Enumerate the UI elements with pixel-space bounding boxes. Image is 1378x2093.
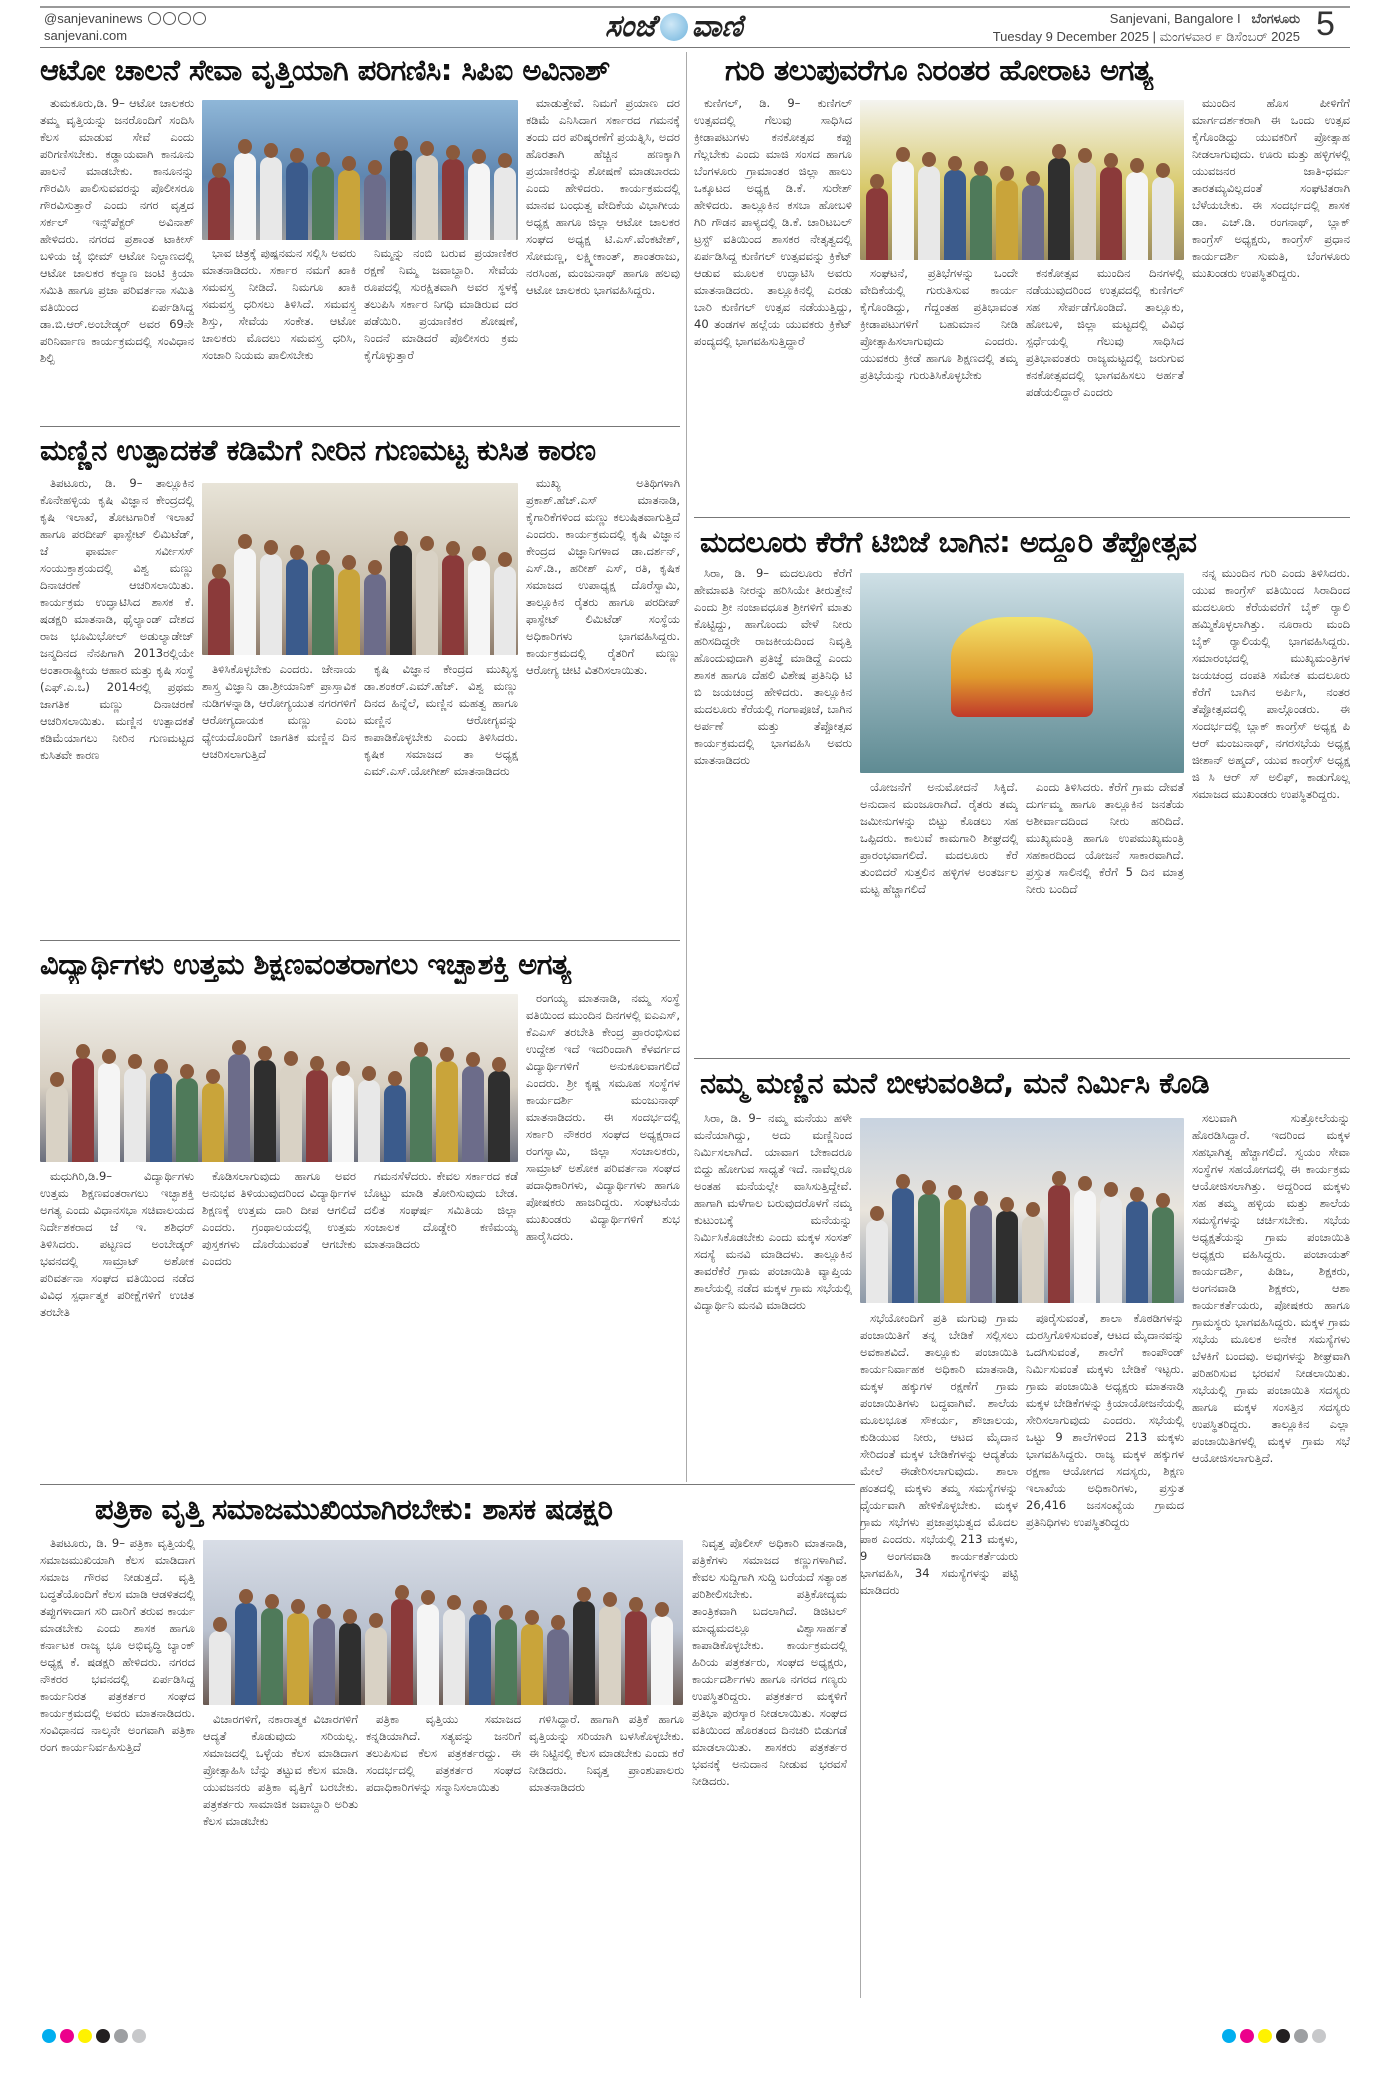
person-figure <box>98 1063 120 1162</box>
news-photo[interactable] <box>202 483 518 655</box>
article-column: ತುಮಕೂರು,ಡಿ. 9– ಆಟೋ ಚಾಲಕರು ತಮ್ಮ ವೃತ್ತಿಯನ್ನು ಜನರೊಂದಿಗೆ ಸಂದಿಸಿ ಕೆಲಸ ಮಾಡುವ ಸೇವೆ ಎಂದು ಪರಿಗಣಿಸಬೇಕು. ಕಡ್ಡಾಯವಾಗಿ ಕಾನೂನು ಪಾಲನೆ ಮಾಡಬೇಕು. ಕಾನೂನನ್ನು ಗೌರವಿಸಿ ಪಾಲಿಸುವವರನ್ನು ಪೊಲೀಸರೂ ಗೌರವಿಸುತ್ತಾರೆ ಎಂದು ನಗರ ವೃತ್ತದ ಸರ್ಕಲ್ ಇನ್ಸ್‌ಪೆಕ್ಟರ್ ಅವಿನಾಶ್ ಹೇಳಿದರು. ನಗರದ ಪ್ರಶಾಂತ ಟಾಕೀಸ್ ಬಳಿಯ ಜೈ ಭೀಮ್ ಆಟೋ ನಿಲ್ದಾಣದಲ್ಲಿ ಆಟೋ ಚಾಲಕರ ಕಲ್ಯಾಣ ಜಂಟಿ ಕ್ರಿಯಾ ಸಮಿತಿ ಹಾಗೂ ಪ್ರಜಾ ಪರಿವರ್ತನಾ ಸಮಿತಿ ವತಿಯಿಂದ ಏರ್ಪಡಿಸಿದ್ದ ಡಾ.ಬಿ.ಆರ್.ಅಂಬೇಡ್ಕರ್ ಅವರ 69ನೇ ಪರಿನಿರ್ವಾಣ ಕಾರ್ಯಕ್ರಮದಲ್ಲಿ ಸಂವಿಧಾನ ಶಿಲ್ಪಿ <box>40 96 194 365</box>
person-figure <box>234 153 256 240</box>
youtube-icon[interactable] <box>178 12 191 25</box>
article-column: ಮುಖ್ಯ ಅತಿಥಿಗಳಾಗಿ ಪ್ರಕಾಶ್.ಹೆಚ್.ಎಸ್ ಮಾತನಾಡಿ, ಕೈಗಾರಿಕೆಗಳಿಂದ ಮಣ್ಣು ಕಲುಷಿತವಾಗುತ್ತಿದೆ ಎಂದರು. ಕಾರ್ಯಕ್ರಮದಲ್ಲಿ ಕೃಷಿ ವಿಜ್ಞಾನ ಕೇಂದ್ರದ ವಿಜ್ಞಾನಿಗಳಾದ ಡಾ.ದರ್ಶನ್, ಎಸ್.ಡಿ., ಹರೀಶ್ ಎಸ್, ರತಿ, ಕೃಷಿಕ ಸಮಾಜದ ಉಪಾಧ್ಯಕ್ಷ ದೊರೆಸ್ವಾಮಿ, ತಾಲ್ಲೂಕಿನ ರೈತರು ಹಾಗೂ ಪರದೀಪ್ ಫಾಸ್ಫೇಟ್ ಲಿಮಿಟೆಡ್ ಸಂಸ್ಥೆಯ ಅಧಿಕಾರಿಗಳು ಭಾಗವಹಿಸಿದ್ದರು. ಕಾರ್ಯಕ್ರಮದಲ್ಲಿ ರೈತರಿಗೆ ಮಣ್ಣು ಆರೋಗ್ಯ ಚೀಟಿ ವಿತರಿಸಲಾಯಿತು. <box>526 476 680 677</box>
article-column: ಕುಣಿಗಲ್, ಡಿ. 9– ಕುಣಿಗಲ್ ಉತ್ಸವದಲ್ಲಿ ಗೆಲುವು ಸಾಧಿಸಿದ ಕ್ರೀಡಾಪಟುಗಳು ಕನಕೋತ್ಸವ ಕಪ್ಪು ಗೆಲ್ಲಬೇಕು ಎಂದು ಮಾಜಿ ಸಂಸದ ಹಾಗೂ ಬೆಂಗಳೂರು ಗ್ರಾಮಾಂತರ ಜಿಲ್ಲಾ ಹಾಲು ಒಕ್ಕೂಟದ ಅಧ್ಯಕ್ಷ ಡಿ.ಕೆ. ಸುರೇಶ್ ಹೇಳಿದರು. ತಾಲ್ಲೂಕಿನ ಕಸಬಾ ಹೋಬಳಿ ಗಿರಿ ಗೌಡನ ಪಾಳ್ಯದಲ್ಲಿ ಡಿ.ಕೆ. ಚಾರಿಟಬಲ್ ಟ್ರಸ್ಟ್ ವತಿಯಿಂದ ಶಾಸಕರ ನೇತೃತ್ವದಲ್ಲಿ ಏರ್ಪಡಿಸಿದ್ದ ಕುಣಿಗಲ್ ಉತ್ಸವವನ್ನು ಕ್ರಿಕೆಟ್ ಆಡುವ ಮೂಲಕ ಉದ್ಘಾಟಿಸಿ ಅವರು ಮಾತನಾಡಿದರು. ತಾಲ್ಲೂಕಿನಲ್ಲಿ ಎರಡು ಬಾರಿ ಕುಣಿಗಲ್ ಉತ್ಸವ ನಡೆಯುತ್ತಿದ್ದು, 40 ತಂಡಗಳ ಹಲ್ಲೆಯ ಯುವಕರು ಕ್ರಿಕೆಟ್ ಪಂದ್ಯದಲ್ಲಿ ಭಾಗವಹಿಸುತ್ತಿದ್ದಾರೆ <box>694 96 852 348</box>
person-figure <box>176 1078 198 1162</box>
person-figure <box>468 163 490 240</box>
person-figure <box>1022 185 1044 260</box>
column-divider <box>686 52 687 1482</box>
person-figure <box>260 157 282 240</box>
twitter-icon[interactable] <box>193 12 206 25</box>
article-column: ನಿಮ್ಮನ್ನು ನಂಬಿ ಬರುವ ಪ್ರಯಾಣಿಕರ ರಕ್ಷಣೆ ನಿಮ್ಮ ಜವಾಬ್ದಾರಿ. ಸೇವೆಯ ರೂಪದಲ್ಲಿ ಸುರಕ್ಷಿತವಾಗಿ ಅವರ ಸ್ಥಳಕ್ಕೆ ತಲುಪಿಸಿ ಸರ್ಕಾರ ನಿಗಧಿ ಮಾಡಿರುವ ದರ ಪಡೆಯಿರಿ. ಪ್ರಯಾಣಿಕರ ಶೋಷಣೆ, ನಿಂದನೆ ಮಾಡಿದರೆ ಪೊಲೀಸರು ಕ್ರಮ ಕೈಗೊಳ್ಳುತ್ತಾರೆ <box>364 246 518 362</box>
person-figure <box>1152 1207 1174 1303</box>
person-figure <box>384 1085 406 1162</box>
person-figure <box>287 1613 309 1705</box>
person-figure <box>209 1631 231 1705</box>
article-column: ಎಂದು ತಿಳಿಸಿದರು. ಕೆರೆಗೆ ಗ್ರಾಮ ದೇವತೆ ದುರ್ಗಮ್ಮ ಹಾಗೂ ತಾಲ್ಲೂಕಿನ ಜನತೆಯ ಅಶೀರ್ವಾದದಿಂದ ನೀರು ಹರಿದಿದೆ. ಮುಖ್ಯಮಂತ್ರಿ ಹಾಗೂ ಉಪಮುಖ್ಯಮಂತ್ರಿ ಸಹಕಾರದಿಂದ ಯೋಜನೆ ಸಾಕಾರವಾಗಿದೆ. ಪ್ರಸ್ತುತ ಸಾಲಿನಲ್ಲಿ ಕೆರೆಗೆ 5 ದಿನ ಮಾತ್ರ ನೀರು ಬಂದಿದೆ <box>1026 780 1184 896</box>
date-kn: ಮಂಗಳವಾರ ೯ ಡಿಸೆಂಬರ್ 2025 <box>1159 29 1300 44</box>
article-column: ಸಿರಾ, ಡಿ. 9– ಮದಲೂರು ಕೆರೆಗೆ ಹೇಮಾವತಿ ನೀರನ್ನು ಹರಿಸಿಯೇ ತೀರುತ್ತೇನೆ ಎಂದು ಶ್ರೀ ನಂಜಾವಧೂತ ಶ್ರೀಗಳಿಗೆ ಮಾತು ಕೊಟ್ಟಿದ್ದು, ಹಾಗೊಂದು ವೇಳೆ ನೀರು ಹರಿಸದಿದ್ದರೇ ರಾಜಕೀಯದಿಂದ ನಿವೃತ್ತಿ ಹೊಂದುವುದಾಗಿ ಪ್ರತಿಜ್ಞೆ ಮಾಡಿದ್ದೆ ಎಂದು ಶಾಸಕ ಹಾಗೂ ದೆಹಲಿ ವಿಶೇಷ ಪ್ರತಿನಿಧಿ ಟಿ ಬಿ ಜಯಚಂದ್ರ ಹೇಳಿದರು. ತಾಲ್ಲೂಕಿನ ಮದಲೂರು ಕೆರೆಯಲ್ಲಿ ಗಂಗಾಪೂಜೆ, ಬಾಗಿನ ಅರ್ಪಣೆ ಮತ್ತು ತೆಪ್ಪೋತ್ಸವ ಕಾರ್ಯಕ್ರಮದಲ್ಲಿ ಭಾಗವಹಿಸಿ ಅವರು ಮಾತನಾಡಿದರು <box>694 566 852 767</box>
person-figure <box>416 155 438 240</box>
person-figure <box>442 555 464 655</box>
article-column: ಕನಕೋತ್ಸವ ಮುಂದಿನ ದಿನಗಳಲ್ಲಿ ನಡೆಯುವುದರಿಂದ ಉತ್ಸವದಲ್ಲಿ ಕುಣಿಗಲ್ ಸಹ ಸೇರ್ಪಡೆಗೊಂಡಿದೆ. ತಾಲ್ಲೂಕು, ಹೋಬಳಿ, ಜಿಲ್ಲಾ ಮಟ್ಟದಲ್ಲಿ ವಿವಿಧ ಸ್ಪರ್ಧೆಯಲ್ಲಿ ಗೆಲುವು ಸಾಧಿಸಿದ ಪ್ರತಿಭಾವಂತರು ರಾಜ್ಯಮಟ್ಟದಲ್ಲಿ ಜರುಗುವ ಕನಕೋತ್ಸವದಲ್ಲಿ ಭಾಗವಹಿಸಲು ಅರ್ಹತೆ ಪಡೆಯಲಿದ್ದಾರೆ ಎಂದರು <box>1026 266 1184 399</box>
registration-dot <box>1312 2029 1326 2043</box>
person-figure <box>547 1629 569 1705</box>
article-column: ಸಭೆಯೋಂದಿಗೆ ಪ್ರತಿ ಮಗುವು ಗ್ರಾಮ ಪಂಚಾಯಿತಿಗೆ ತನ್ನ ಬೇಡಿಕೆ ಸಲ್ಲಿಸಲು ಅವಕಾಶವಿದೆ. ತಾಲ್ಲೂಕು ಪಂಚಾಯಿತಿ ಕಾರ್ಯನಿರ್ವಾಹಕ ಅಧಿಕಾರಿ ಮಾತನಾಡಿ, ಮಕ್ಕಳ ಹಕ್ಕುಗಳ ರಕ್ಷಣೆಗೆ ಗ್ರಾಮ ಪಂಚಾಯಿತಿಗಳು ಬದ್ಧವಾಗಿವೆ. ಶಾಲೆಯ ಮೂಲಭೂತ ಸೌಕರ್ಯ, ಶೌಚಾಲಯ, ಕುಡಿಯುವ ನೀರು, ಆಟದ ಮೈದಾನ ಸೇರಿದಂತೆ ಮಕ್ಕಳ ಬೇಡಿಕೆಗಳನ್ನು ಆದ್ಯತೆಯ ಮೇಲೆ ಈಡೇರಿಸಲಾಗುವುದು. ಶಾಲಾ ಹಂತದಲ್ಲಿ ಮಕ್ಕಳು ತಮ್ಮ ಸಮಸ್ಯೆಗಳನ್ನು ಧೈರ್ಯವಾಗಿ ಹೇಳಿಕೊಳ್ಳಬೇಕು. ಮಕ್ಕಳ ಗ್ರಾಮ ಸಭೆಗಳು ಪ್ರಜಾಪ್ರಭುತ್ವದ ಮೊದಲ ಪಾಠ ಎಂದರು. ಸಭೆಯಲ್ಲಿ 213 ಮಕ್ಕಳು, 9 ಅಂಗನವಾಡಿ ಕಾರ್ಯಕರ್ತೆಯರು ಭಾಗವಹಿಸಿ, 34 ಸಮಸ್ಯೆಗಳನ್ನು ಪಟ್ಟಿ ಮಾಡಿದರು <box>860 1311 1018 1597</box>
article-column: ಯೋಜನೆಗೆ ಅನುಮೋದನೆ ಸಿಕ್ಕಿದೆ. ಅನುದಾನ ಮಂಜೂರಾಗಿದೆ. ರೈತರು ತಮ್ಮ ಜಮೀನುಗಳನ್ನು ಬಿಟ್ಟು ಕೊಡಲು ಸಹ ಒಪ್ಪಿದರು. ಕಾಲುವೆ ಕಾಮಗಾರಿ ಶೀಘ್ರದಲ್ಲಿ ಪ್ರಾರಂಭವಾಗಲಿದೆ. ಮದಲೂರು ಕೆರೆ ತುಂಬಿದರೆ ಸುತ್ತಲಿನ ಹಳ್ಳಿಗಳ ಅಂತರ್ಜಲ ಮಟ್ಟ ಹೆಚ್ಚಾಗಲಿದೆ <box>860 780 1018 896</box>
person-figure <box>260 554 282 655</box>
person-figure <box>866 1220 888 1303</box>
edition-name-kn: ಬೆಂಗಳೂರು <box>1251 11 1300 26</box>
page-number: 5 <box>1316 5 1335 43</box>
person-figure <box>202 1083 224 1162</box>
facebook-icon[interactable] <box>148 12 161 25</box>
person-figure <box>312 166 334 240</box>
person-figure <box>651 1616 673 1705</box>
person-figure <box>124 1068 146 1162</box>
news-photo[interactable] <box>860 573 1184 773</box>
person-figure <box>72 1058 94 1162</box>
person-figure <box>599 1606 621 1705</box>
article-column: ಸಿರಾ, ಡಿ. 9– ನಮ್ಮ ಮನೆಯು ಹಳೇ ಮನೆಯಾಗಿದ್ದು, ಅದು ಮಣ್ಣಿನಿಂದ ನಿರ್ಮಿಸಲಾಗಿದೆ. ಯಾವಾಗ ಬೇಕಾದರೂ ಬಿದ್ದು ಹೋಗುವ ಸಾಧ್ಯತೆ ಇದೆ. ನಾವೆಲ್ಲರೂ ಅಂತಹ ಮನೆಯಲ್ಲೇ ವಾಸಿಸುತ್ತಿದ್ದೇವೆ. ಹಾಗಾಗಿ ಮಳೆಗಾಲ ಬರುವುದರೊಳಗೆ ನಮ್ಮ ಕುಟುಂಬಕ್ಕೆ ಮನೆಯನ್ನು ನಿರ್ಮಿಸಿಕೊಡಬೇಕು ಎಂದು ಮಕ್ಕಳ ಸಂಸತ್ ಸದಸ್ಯೆ ಮನವಿ ಮಾಡಿದಳು. ತಾಲ್ಲೂಕಿನ ತಾವರೆಕೆರೆ ಗ್ರಾಮ ಪಂಚಾಯಿತಿ ವ್ಯಾಪ್ತಿಯ ಶಾಲೆಯಲ್ಲಿ ನಡೆದ ಮಕ್ಕಳ ಗ್ರಾಮ ಸಭೆಯಲ್ಲಿ ವಿದ್ಯಾರ್ಥಿನಿ ಮನವಿ ಮಾಡಿದರು <box>694 1111 852 1312</box>
person-figure <box>462 1066 484 1162</box>
article-column: ಮಧುಗಿರಿ,ಡಿ.9– ವಿದ್ಯಾರ್ಥಿಗಳು ಉತ್ತಮ ಶಿಕ್ಷಣವಂತರಾಗಲು ಇಚ್ಛಾಶಕ್ತಿ ಅಗತ್ಯ ಎಂದು ವಿಧಾನಸಭಾ ಸಚಿವಾಲಯದ ನಿರ್ದೇಶಕರಾದ ಜೆ ಇ. ಶಶಿಧರ್ ತಿಳಿಸಿದರು. ಪಟ್ಟಣದ ಅಂಬೇಡ್ಕರ್ ಭವನದಲ್ಲಿ ಸಾಮ್ರಾಟ್ ಅಶೋಕ ಪರಿವರ್ತನಾ ಸಂಘದ ವತಿಯಿಂದ ನಡೆದ ವಿವಿಧ ಸ್ಪರ್ಧಾತ್ಮಕ ಪರೀಕ್ಷೆಗಳಿಗೆ ಉಚಿತ ತರಬೇತಿ <box>40 1169 194 1319</box>
website-link[interactable]: sanjevani.com <box>44 28 128 43</box>
person-figure <box>521 1624 543 1705</box>
news-photo[interactable] <box>40 994 518 1162</box>
person-figure <box>1022 1216 1044 1303</box>
person-figure <box>286 162 308 240</box>
person-figure <box>208 177 230 240</box>
top-rule <box>40 6 1350 8</box>
headline-house[interactable]: ನಮ್ಮ ಮಣ್ಣಿನ ಮನೆ ಬೀಳುವಂತಿದೆ, ಮನೆ ನಿರ್ಮಿಸಿ ಕೊಡಿ <box>700 1066 1210 1100</box>
registration-dot <box>114 2029 128 2043</box>
person-figure <box>495 1619 517 1705</box>
article-auto <box>40 95 680 423</box>
article-column: ಕೊಡಿಸಲಾಗುವುದು ಹಾಗೂ ಅವರ ಅನುಭವ ತಿಳಿಯುವುದರಿಂದ ವಿದ್ಯಾರ್ಥಿಗಳ ಶಿಕ್ಷಣಕ್ಕೆ ಉತ್ತಮ ದಾರಿ ದೀಪ ಆಗಲಿದೆ ಎಂದರು. ಗ್ರಂಥಾಲಯದಲ್ಲಿ ಉತ್ತಮ ಪುಸ್ತಕಗಳು ದೊರೆಯುವಂತೆ ಆಗಬೇಕು ಎಂದರು <box>202 1169 356 1268</box>
person-figure <box>234 548 256 655</box>
person-figure <box>488 1071 510 1162</box>
registration-dot <box>1276 2029 1290 2043</box>
person-figure <box>918 1194 940 1303</box>
section-rule <box>694 1058 1350 1059</box>
person-figure <box>1074 162 1096 260</box>
registration-dot <box>42 2029 56 2043</box>
article-column: ಭಾವ ಚಿತ್ರಕ್ಕೆ ಪುಷ್ಪನಮನ ಸಲ್ಲಿಸಿ ಅವರು ಮಾತನಾಡಿದರು. ಸರ್ಕಾರ ನಮಗೆ ಖಾಕಿ ಸಮವಸ್ತ್ರ ನೀಡಿದೆ. ನಿಮಗೂ ಖಾಕಿ ಸಮವಸ್ತ್ರ ಧರಿಸಲು ತಿಳಿಸಿದೆ. ಸಮವಸ್ತ್ರ ಶಿಸ್ತು, ಸೇವೆಯ ಸಂಕೇತ. ಆಟೋ ಚಾಲಕರು ಮೊದಲು ಸಮವಸ್ತ್ರ ಧರಿಸಿ, ಸಂಚಾರಿ ನಿಯಮ ಪಾಲಿಸಬೇಕು <box>202 246 356 362</box>
person-figure <box>339 1623 361 1706</box>
person-figure <box>364 174 386 240</box>
person-figure <box>150 1073 172 1162</box>
person-figure <box>208 578 230 655</box>
edition-block <box>993 11 1300 45</box>
article-column: ತಿಳಿಸಿಕೊಳ್ಳಬೇಕು ಎಂದರು. ಜೇನಾಯ ಶಾಸ್ತ್ರ ವಿಜ್ಞಾನಿ ಡಾ.ಶ್ರೀಯಾನಿಕ್ ಪ್ರಾಸ್ತಾವಿಕ ನುಡಿಗಳನ್ನಾಡಿ, ಆರೋಗ್ಯಯುತ ನಗರಗಳಿಗೆ ಆರೋಗ್ಯದಾಯಕ ಮಣ್ಣು ಎಂಬ ಧ್ಯೇಯದೊಂದಿಗೆ ಜಾಗತಿಕ ಮಣ್ಣಿನ ದಿನ ಆಚರಿಸಲಾಗುತ್ತಿದೆ <box>202 662 356 761</box>
person-figure <box>313 1618 335 1705</box>
registration-dot <box>60 2029 74 2043</box>
registration-dot <box>132 2029 146 2043</box>
article-column: ತಿಪಟೂರು, ಡಿ. 9– ಪತ್ರಿಕಾ ವೃತ್ತಿಯಲ್ಲಿ ಸಮಾಜಮುಖಿಯಾಗಿ ಕೆಲಸ ಮಾಡಿದಾಗ ಸಮಾಜ ಗೌರವ ನೀಡುತ್ತದೆ. ವೃತ್ತಿ ಬದ್ಧತೆಯೊಂದಿಗೆ ಕೆಲಸ ಮಾಡಿ ಆಡಳಿತದಲ್ಲಿ ತಪ್ಪುಗಳಾದಾಗ ಸರಿ ದಾರಿಗೆ ತರುವ ಕಾರ್ಯ ಮಾಡಬೇಕು ಎಂದು ಶಾಸಕ ಹಾಗೂ ಕರ್ನಾಟಕ ರಾಜ್ಯ ಭೂ ಅಭಿವೃದ್ಧಿ ಬ್ಯಾಂಕ್ ಅಧ್ಯಕ್ಷ ಕೆ. ಷಡಕ್ಷರಿ ಹೇಳಿದರು. ನಗರದ ನೌಕರರ ಭವನದಲ್ಲಿ ಏರ್ಪಡಿಸಿದ್ದ ಕಾರ್ಯನಿರತ ಪತ್ರಕರ್ತರ ಸಂಘದ ಕಾರ್ಯಕ್ರಮದಲ್ಲಿ ಅವರು ಮಾತನಾಡಿದರು. ಸಂವಿಧಾನದ ನಾಲ್ಕನೇ ಅಂಗವಾಗಿ ಪತ್ರಿಕಾ ರಂಗ ಕಾರ್ಯನಿರ್ವಹಿಸುತ್ತಿದೆ <box>40 1536 195 1754</box>
registration-dot <box>1294 2029 1308 2043</box>
person-figure <box>332 1075 354 1162</box>
article-column: ಗಳಿಸಿದ್ದಾರೆ. ಹಾಗಾಗಿ ಪತ್ರಿಕೆ ಹಾಗೂ ವೃತ್ತಿಯನ್ನು ಸರಿಯಾಗಿ ಬಳಸಿಕೊಳ್ಳಬೇಕು. ಈ ನಿಟ್ಟಿನಲ್ಲಿ ಕೆಲಸ ಮಾಡಬೇಕು ಎಂದು ಕರೆ ನೀಡಿದರು. ನಿವೃತ್ತ ಪ್ರಾಂಶುಪಾಲರು ಮಾತನಾಡಿದರು <box>529 1712 684 1794</box>
registration-dot <box>1222 2029 1236 2043</box>
person-figure <box>442 159 464 240</box>
newspaper-logo <box>605 9 743 44</box>
person-figure <box>1048 1185 1070 1303</box>
article-students <box>40 990 680 1480</box>
person-figure <box>494 566 516 655</box>
person-figure <box>261 1608 283 1705</box>
decorated-float <box>951 617 1094 717</box>
social-block <box>44 11 206 43</box>
article-column: ಗಮನಸೆಳೆದರು. ಕೇವಲ ಸರ್ಕಾರದ ಕಡೆ ಬೊಟ್ಟು ಮಾಡಿ ತೋರಿಸುವುದು ಬೇಡ. ದಲಿತ ಸಂಘರ್ಷ ಸಮಿತಿಯ ಜಿಲ್ಲಾ ಸಂಚಾಲಕ ದೊಡ್ಡೇರಿ ಕಣಿಮಯ್ಯ ಮಾತನಾಡಿದರು <box>364 1169 518 1251</box>
registration-marks-right <box>1222 2028 1330 2047</box>
person-figure <box>416 550 438 655</box>
person-figure <box>1126 1201 1148 1303</box>
edition-name: Sanjevani, Bangalore I <box>1109 11 1241 26</box>
registration-dot <box>1258 2029 1272 2043</box>
person-figure <box>390 150 412 240</box>
article-column: ಕೃಷಿ ವಿಜ್ಞಾನ ಕೇಂದ್ರದ ಮುಖ್ಯಸ್ಥ ಡಾ.ಶಂಕರ್.ಎಮ್.ಹೆಚ್. ವಿಶ್ವ ಮಣ್ಣು ದಿನದ ಹಿನ್ನೆಲೆ, ಮಣ್ಣಿನ ಮಹತ್ವ ಹಾಗೂ ಮಣ್ಣಿನ ಆರೋಗ್ಯವನ್ನು ಕಾಪಾಡಿಕೊಳ್ಳಬೇಕು ಎಂದು ತಿಳಿಸಿದರು. ಕೃಷಿಕ ಸಮಾಜದ ತಾ ಅಧ್ಯಕ್ಷ ಎಮ್.ಎಸ್.ಯೋಗೀಶ್ ಮಾತನಾಡಿದರು <box>364 662 518 778</box>
news-photo[interactable] <box>202 100 518 240</box>
logo-text-right: ವಾಣಿ <box>691 9 743 44</box>
headline-goal[interactable]: ಗುರಿ ತಲುಪುವರೆಗೂ ನಿರಂತರ ಹೋರಾಟ ಅಗತ್ಯ <box>725 53 1153 87</box>
person-figure <box>1152 177 1174 260</box>
person-figure <box>312 564 334 655</box>
masthead-rule <box>40 47 1350 48</box>
registration-dot <box>1240 2029 1254 2043</box>
person-figure <box>1048 158 1070 260</box>
article-column: ಮಾಡುತ್ತೇವೆ. ನಿಮಗೆ ಪ್ರಯಾಣ ದರ ಕಡಿಮೆ ಎನಿಸಿದಾಗ ಸರ್ಕಾರದ ಗಮನಕ್ಕೆ ತಂದು ದರ ಪರಿಷ್ಕರಣೆಗೆ ಪ್ರಯತ್ನಿಸಿ, ಅದರ ಹೊರತಾಗಿ ಹೆಚ್ಚಿನ ಹಣಕ್ಕಾಗಿ ಪ್ರಯಾಣಿಕರನ್ನು ಶೋಷಣೆ ಮಾಡಬಾರದು ಎಂದು ಹೇಳಿದರು. ಕಾರ್ಯಕ್ರಮದಲ್ಲಿ ಮಾನವ ಬಂಧುತ್ವ ವೇದಿಕೆಯ ವಿಭಾಗೀಯ ಅಧ್ಯಕ್ಷ ಹಾಗೂ ಜಿಲ್ಲಾ ಆಟೋ ಚಾಲಕರ ಸಂಘದ ಅಧ್ಯಕ್ಷ ಟಿ.ಎಸ್.ವೆಂಕಟೇಶ್, ಸೋಮಣ್ಣ, ಲಕ್ಷ್ಮೀಕಾಂತ್, ಶಾಂತರಾಜು, ನರಸಿಂಹ, ಮಂಜುನಾಥ್ ಹಾಗೂ ಹಲವು ಆಟೋ ಚಾಲಕರು ಭಾಗವಹಿಸಿದ್ದರು. <box>526 96 680 297</box>
article-column: ಸಲುವಾಗಿ ಸುತ್ತೋಲೆಯನ್ನು ಹೊರಡಿಸಿದ್ದಾರೆ. ಇದರಿಂದ ಮಕ್ಕಳ ಸಹಭಾಗಿತ್ವ ಹೆಚ್ಚಾಗಲಿದೆ. ಸ್ವಯಂ ಸೇವಾ ಸಂಸ್ಥೆಗಳ ಸಹಯೋಗದಲ್ಲಿ ಈ ಕಾರ್ಯಕ್ರಮ ಆಯೋಜಿಸಲಾಗಿತ್ತು. ಅದ್ದರಿಂದ ಮಕ್ಕಳು ಸಹ ತಮ್ಮ ಹಳ್ಳಿಯ ಮತ್ತು ಶಾಲೆಯ ಸಮಸ್ಯೆಗಳನ್ನು ಚರ್ಚಿಸಬೇಕು. ಸಭೆಯ ಅಧ್ಯಕ್ಷತೆಯನ್ನು ಗ್ರಾಮ ಪಂಚಾಯಿತಿ ಅಧ್ಯಕ್ಷರು ವಹಿಸಿದ್ದರು. ಪಂಚಾಯತ್ ಕಾರ್ಯದರ್ಶಿ, ಪಿಡಿಒ, ಶಿಕ್ಷಕರು, ಅಂಗನವಾಡಿ ಶಿಕ್ಷಕರು, ಆಶಾ ಕಾರ್ಯಕರ್ತೆಯರು, ಪೋಷಕರು ಹಾಗೂ ಗ್ರಾಮಸ್ಥರು ಭಾಗವಹಿಸಿದ್ದರು. ಮಕ್ಕಳ ಗ್ರಾಮ ಸಭೆಯ ಮೂಲಕ ಅನೇಕ ಸಮಸ್ಯೆಗಳು ಬೆಳಕಿಗೆ ಬಂದವು. ಅವುಗಳನ್ನು ಶೀಘ್ರವಾಗಿ ಪರಿಹರಿಸುವ ಭರವಸೆ ನೀಡಲಾಯಿತು. ಸಭೆಯಲ್ಲಿ ಗ್ರಾಮ ಪಂಚಾಯಿತಿ ಸದಸ್ಯರು ಹಾಗೂ ಮಕ್ಕಳ ಸಂಸತ್ತಿನ ಸದಸ್ಯರು ಉಪಸ್ಥಿತರಿದ್ದರು. ತಾಲ್ಲೂಕಿನ ಎಲ್ಲಾ ಪಂಚಾಯಿತಿಗಳಲ್ಲಿ ಮಕ್ಕಳ ಗ್ರಾಮ ಸಭೆ ಆಯೋಜಿಸಲಾಗುತ್ತಿದೆ. <box>1192 1111 1350 1465</box>
person-figure <box>625 1611 647 1705</box>
person-figure <box>338 170 360 240</box>
social-icons <box>148 12 206 25</box>
person-figure <box>443 1609 465 1705</box>
person-figure <box>46 1086 68 1162</box>
person-figure <box>228 1054 250 1162</box>
person-figure <box>970 175 992 260</box>
article-lake <box>694 565 1350 1055</box>
person-figure <box>468 560 490 655</box>
person-figure <box>494 167 516 240</box>
person-figure <box>417 1604 439 1705</box>
person-figure <box>970 1205 992 1303</box>
person-figure <box>436 1061 458 1162</box>
person-figure <box>944 1199 966 1303</box>
date-separator: | <box>1152 29 1157 44</box>
article-column: ವಿಚಾರಗಳಿಗೆ, ನಕಾರಾತ್ಮಕ ವಿಚಾರಗಳಿಗೆ ಆದ್ಯತೆ ಕೊಡುವುದು ಸರಿಯಲ್ಲ. ಸಮಾಜದಲ್ಲಿ ಒಳ್ಳೆಯ ಕೆಲಸ ಮಾಡಿದಾಗ ಪ್ರೋತ್ಸಾಹಿಸಿ ಬೆನ್ನು ತಟ್ಟುವ ಕೆಲಸ ಮಾಡಿ. ಯುವಜನರು ಪತ್ರಿಕಾ ವೃತ್ತಿಗೆ ಬರಬೇಕು. ಪತ್ರಕರ್ತರು ಸಾಮಾಜಿಕ ಜವಾಬ್ದಾರಿ ಅರಿತು ಕೆಲಸ ಮಾಡಬೇಕು <box>203 1712 358 1828</box>
logo-text-left: ಸಂಜೆ <box>605 9 656 44</box>
person-figure <box>1100 167 1122 260</box>
headline-press[interactable]: ಪತ್ರಿಕಾ ವೃತ್ತಿ ಸಮಾಜಮುಖಿಯಾಗಿರಬೇಕು: ಶಾಸಕ ಷಡಕ್ಷರಿ <box>95 1492 613 1526</box>
person-figure <box>866 188 888 260</box>
article-column: ತಿಪಟೂರು, ಡಿ. 9– ತಾಲ್ಲೂಕಿನ ಕೊನೇಹಳ್ಳಿಯ ಕೃಷಿ ವಿಜ್ಞಾನ ಕೇಂದ್ರದಲ್ಲಿ ಕೃಷಿ ಇಲಾಖೆ, ತೋಟಗಾರಿಕೆ ಇಲಾಖೆ ಹಾಗೂ ಪರದೀಪ್ ಫಾಸ್ಫೇಟ್ ಲಿಮಿಟೆಡ್, ಜೆ ಫಾರ್ಮಾ ಸರ್ವೀಸಸ್ ಸಂಯುಕ್ತಾಶ್ರಯದಲ್ಲಿ ವಿಶ್ವ ಮಣ್ಣು ದಿನಾಚರಣೆ ಆಚರಿಸಲಾಯಿತು. ಕಾರ್ಯಕ್ರಮ ಉದ್ಘಾಟಿಸಿದ ಶಾಸಕ ಕೆ. ಷಡಕ್ಷರಿ ಮಾತನಾಡಿ, ಥೈಲ್ಯಾಂಡ್ ದೇಶದ ರಾಜ ಭೂಮಿಭೋಲ್ ಅಡುಲ್ಯಾಡೇಜ್ ಜನ್ಮದಿನದ ನೆನಪಿಗಾಗಿ 2013ರಲ್ಲಿಯೇ ಅಂತಾರಾಷ್ಟ್ರೀಯ ಆಹಾರ ಮತ್ತು ಕೃಷಿ ಸಂಸ್ಥೆ (ಎಫ್.ಎ.ಒ) 2014ರಲ್ಲಿ ಪ್ರಥಮ ಜಾಗತಿಕ ಮಣ್ಣು ದಿನಾಚರಣೆ ಆಚರಿಸಲಾಯಿತು. ಮಣ್ಣಿನ ಉತ್ಪಾದಕತೆ ಕಡಿಮೆಯಾಗಲು ನೀರಿನ ಗುಣಮಟ್ಟದ ಕುಸಿತವೇ ಕಾರಣ <box>40 476 194 762</box>
article-column: ಪೂರೈಸುವಂತೆ, ಶಾಲಾ ಕೊಠಡಿಗಳನ್ನು ದುರಸ್ತಿಗೊಳಿಸುವಂತೆ, ಆಟದ ಮೈದಾನವನ್ನು ಒದಗಿಸುವಂತೆ, ಶಾಲೆಗೆ ಕಾಂಪೌಂಡ್ ನಿರ್ಮಿಸುವಂತೆ ಮಕ್ಕಳು ಬೇಡಿಕೆ ಇಟ್ಟರು. ಗ್ರಾಮ ಪಂಚಾಯಿತಿ ಅಧ್ಯಕ್ಷರು ಮಾತನಾಡಿ ಮಕ್ಕಳ ಬೇಡಿಕೆಗಳನ್ನು ಕ್ರಿಯಾಯೋಜನೆಯಲ್ಲಿ ಸೇರಿಸಲಾಗುವುದು ಎಂದರು. ಸಭೆಯಲ್ಲಿ ಒಟ್ಟು 9 ಶಾಲೆಗಳಿಂದ 213 ಮಕ್ಕಳು ಭಾಗವಹಿಸಿದ್ದರು. ರಾಜ್ಯ ಮಕ್ಕಳ ಹಕ್ಕುಗಳ ರಕ್ಷಣಾ ಆಯೋಗದ ಸದಸ್ಯರು, ಶಿಕ್ಷಣ ಇಲಾಖೆಯ ಅಧಿಕಾರಿಗಳು, ಪ್ರಸ್ತುತ 26,416 ಜನಸಂಖ್ಯೆಯ ಗ್ರಾಮದ ಪ್ರತಿನಿಧಿಗಳು ಉಪಸ್ಥಿತರಿದ್ದರು <box>1026 1311 1184 1529</box>
person-figure <box>390 545 412 655</box>
person-figure <box>280 1065 302 1162</box>
person-figure <box>469 1614 491 1705</box>
person-figure <box>338 569 360 655</box>
news-photo[interactable] <box>203 1540 683 1705</box>
person-figure <box>306 1070 328 1162</box>
person-figure <box>996 180 1018 260</box>
section-rule <box>694 517 1350 518</box>
person-figure <box>254 1060 276 1162</box>
section-rule <box>40 426 680 427</box>
person-figure <box>996 1211 1018 1304</box>
date-en: Tuesday 9 December 2025 <box>992 29 1150 44</box>
section-rule <box>40 940 680 941</box>
news-photo[interactable] <box>860 100 1184 260</box>
headline-students[interactable]: ವಿದ್ಯಾರ್ಥಿಗಳು ಉತ್ತಮ ಶಿಕ್ಷಣವಂತರಾಗಲು ಇಚ್ಛಾಶಕ್ತಿ ಅಗತ್ಯ <box>40 947 571 981</box>
person-figure <box>573 1601 595 1705</box>
article-column: ಪತ್ರಿಕಾ ವೃತ್ತಿಯು ಸಮಾಜದ ಕನ್ನಡಿಯಾಗಿದೆ. ಸತ್ಯವನ್ನು ಜನರಿಗೆ ತಲುಪಿಸುವ ಕೆಲಸ ಪತ್ರಕರ್ತರದ್ದು. ಈ ಸಂದರ್ಭದಲ್ಲಿ ಪತ್ರಕರ್ತರ ಸಂಘದ ಪದಾಧಿಕಾರಿಗಳನ್ನು ಸನ್ಮಾನಿಸಲಾಯಿತು <box>366 1712 521 1794</box>
instagram-icon[interactable] <box>163 12 176 25</box>
person-figure <box>1126 172 1148 260</box>
article-column: ರಂಗಯ್ಯ ಮಾತನಾಡಿ, ನಮ್ಮ ಸಂಸ್ಥೆ ವತಿಯಿಂದ ಮುಂದಿನ ದಿನಗಳಲ್ಲಿ ಐಎಎಸ್, ಕೆಎಎಸ್ ತರಬೇತಿ ಕೇಂದ್ರ ಪ್ರಾರಂಭಿಸುವ ಉದ್ದೇಶ ಇದೆ ಇದರಿಂದಾಗಿ ಕೆಳವರ್ಗದ ವಿದ್ಯಾರ್ಥಿಗಳಿಗೆ ಅನುಕೂಲವಾಗಲಿದೆ ಎಂದರು. ಶ್ರೀ ಕೃಷ್ಣ ಸಮೂಹ ಸಂಸ್ಥೆಗಳ ಕಾರ್ಯದರ್ಶಿ ಮಂಜುನಾಥ್ ಮಾತನಾಡಿದರು. ಈ ಸಂದರ್ಭದಲ್ಲಿ ಸರ್ಕಾರಿ ನೌಕರರ ಸಂಘದ ಅಧ್ಯಕ್ಷರಾದ ರಂಗಸ್ವಾಮಿ, ಜಿಲ್ಲಾ ಸಂಚಾಲಕರು, ಸಾಮ್ರಾಟ್ ಅಶೋಕ ಪರಿವರ್ತನಾ ಸಂಘದ ಪದಾಧಿಕಾರಿಗಳು, ವಿದ್ಯಾರ್ಥಿಗಳು ಹಾಗೂ ಪೋಷಕರು ಹಾಜರಿದ್ದರು. ಸಂಘಟನೆಯ ಮುಖಂಡರು ವಿದ್ಯಾರ್ಥಿಗಳಿಗೆ ಶುಭ ಹಾರೈಸಿದರು. <box>526 991 680 1243</box>
social-handle: @sanjevaninews <box>44 11 143 26</box>
person-figure <box>918 166 940 260</box>
person-figure <box>1074 1190 1096 1303</box>
article-column: ಸಂಘಟನೆ, ಪ್ರತಿಭೆಗಳನ್ನು ಒಂದೇ ವೇದಿಕೆಯಲ್ಲಿ ಗುರುತಿಸುವ ಕಾರ್ಯ ಕೈಗೊಂಡಿದ್ದು, ಗೆದ್ದಂತಹ ಪ್ರತಿಭಾವಂತ ಕ್ರೀಡಾಪಟುಗಳಿಗೆ ಬಹುಮಾನ ನೀಡಿ ಪ್ರೋತ್ಸಾಹಿಸಲಾಗುವುದು ಎಂದರು. ಯುವಕರು ಕ್ರೀಡೆ ಹಾಗೂ ಶಿಕ್ಷಣದಲ್ಲಿ ತಮ್ಮ ಪ್ರತಿಭೆಯನ್ನು ಗುರುತಿಸಿಕೊಳ್ಳಬೇಕು <box>860 266 1018 382</box>
article-goal <box>694 95 1350 515</box>
news-photo[interactable] <box>860 1118 1184 1303</box>
person-figure <box>365 1627 387 1705</box>
person-figure <box>944 170 966 260</box>
person-figure <box>364 574 386 655</box>
person-figure <box>391 1599 413 1705</box>
globe-icon <box>660 13 688 41</box>
article-press <box>40 1535 855 2000</box>
person-figure <box>286 559 308 655</box>
article-soil <box>40 475 680 937</box>
headline-auto[interactable]: ಆಟೋ ಚಾಲನೆ ಸೇವಾ ವೃತ್ತಿಯಾಗಿ ಪರಿಗಣಿಸಿ: ಸಿಪಿಐ ಅವಿನಾಶ್ <box>40 53 610 87</box>
registration-marks-left <box>42 2028 150 2047</box>
headline-lake[interactable]: ಮದಲೂರು ಕೆರೆಗೆ ಟಿಬಿಜೆ ಬಾಗಿನ: ಅದ್ದೂರಿ ತೆಪ್ಪೋತ್ಸವ <box>700 525 1197 559</box>
article-column: ನನ್ನ ಮುಂದಿನ ಗುರಿ ಎಂದು ತಿಳಿಸಿದರು. ಯುವ ಕಾಂಗ್ರೆಸ್ ವತಿಯಿಂದ ಸಿರಾದಿಂದ ಮದಲೂರು ಕೆರೆಯವರೆಗೆ ಬೈಕ್ ರ್‍ಯಾಲಿ ಹಮ್ಮಿಕೊಳ್ಳಲಾಗಿತ್ತು. ನೂರಾರು ಮಂದಿ ಬೈಕ್ ರ್‍ಯಾಲಿಯಲ್ಲಿ ಭಾಗವಹಿಸಿದ್ದರು. ಸಮಾರಂಭದಲ್ಲಿ ಮುಖ್ಯಮಂತ್ರಿಗಳ ಜಯಚಂದ್ರ ದಂಪತಿ ಸಮೇತ ಮದಲೂರು ಕೆರೆಗೆ ಬಾಗಿನ ಅರ್ಪಿಸಿ, ನಂತರ ತೆಪ್ಪೋತ್ಸವದಲ್ಲಿ ಪಾಲ್ಗೊಂಡರು. ಈ ಸಂದರ್ಭದಲ್ಲಿ ಬ್ಲಾಕ್ ಕಾಂಗ್ರೆಸ್ ಅಧ್ಯಕ್ಷ ಪಿ ಆರ್ ಮಂಜುನಾಥ್, ನಗರಸಭೆಯ ಅಧ್ಯಕ್ಷ ಜೀಶಾನ್ ಅಹ್ಮದ್, ಯುವ ಕಾಂಗ್ರೆಸ್ ಅಧ್ಯಕ್ಷ ಜಿ ಸಿ ಆರ್ ಸ್ ಅಲಿಫ್, ಕಾಡುಗೊಲ್ಲ ಸಮಾಜದ ಮುಖಂಡರು ಉಪಸ್ಥಿತರಿದ್ದರು. <box>1192 566 1350 801</box>
person-figure <box>892 161 914 260</box>
person-figure <box>892 1188 914 1303</box>
person-figure <box>410 1056 432 1162</box>
person-figure <box>1100 1196 1122 1303</box>
registration-dot <box>78 2029 92 2043</box>
registration-dot <box>96 2029 110 2043</box>
article-column: ನಿವೃತ್ತ ಪೊಲೀಸ್ ಅಧಿಕಾರಿ ಮಾತನಾಡಿ, ಪತ್ರಿಕೆಗಳು ಸಮಾಜದ ಕಣ್ಣುಗಳಾಗಿವೆ. ಕೇವಲ ಸುದ್ದಿಗಾಗಿ ಸುದ್ದಿ ಬರೆಯದೆ ಸತ್ಯಾಂಶ ಪರಿಶೀಲಿಸಬೇಕು. ಪತ್ರಿಕೋದ್ಯಮ ತಾಂತ್ರಿಕವಾಗಿ ಬದಲಾಗಿದೆ. ಡಿಜಿಟಲ್ ಮಾಧ್ಯಮದಲ್ಲೂ ವಿಶ್ವಾಸಾರ್ಹತೆ ಕಾಪಾಡಿಕೊಳ್ಳಬೇಕು. ಕಾರ್ಯಕ್ರಮದಲ್ಲಿ ಹಿರಿಯ ಪತ್ರಕರ್ತರು, ಸಂಘದ ಅಧ್ಯಕ್ಷರು, ಕಾರ್ಯದರ್ಶಿಗಳು ಹಾಗೂ ನಗರದ ಗಣ್ಯರು ಉಪಸ್ಥಿತರಿದ್ದರು. ಪತ್ರಕರ್ತರ ಮಕ್ಕಳಿಗೆ ಪ್ರತಿಭಾ ಪುರಸ್ಕಾರ ನೀಡಲಾಯಿತು. ಸಂಘದ ವತಿಯಿಂದ ಹೊರತಂದ ದಿನಚರಿ ಬಿಡುಗಡೆ ಮಾಡಲಾಯಿತು. ಶಾಸಕರು ಪತ್ರಕರ್ತರ ಭವನಕ್ಕೆ ಅನುದಾನ ನೀಡುವ ಭರವಸೆ ನೀಡಿದರು. <box>692 1536 847 1788</box>
article-column: ಮುಂದಿನ ಹೊಸ ಪೀಳಿಗೆಗೆ ಮಾರ್ಗದರ್ಶಕರಾಗಿ ಈ ಒಂದು ಉತ್ಸವ ಕೈಗೊಂಡಿದ್ದು ಯುವಕರಿಗೆ ಪ್ರೋತ್ಸಾಹ ನೀಡಲಾಗುವುದು. ಊರು ಮತ್ತು ಹಳ್ಳಿಗಳಲ್ಲಿ ಯುವಜನರ ಜಾತಿ-ಧರ್ಮ ತಾರತಮ್ಯವಿಲ್ಲದಂತೆ ಸಂಘಟಿತರಾಗಿ ಬೆಳೆಯಬೇಕು. ಈ ಸಂದರ್ಭದಲ್ಲಿ ಶಾಸಕ ಡಾ. ಎಚ್.ಡಿ. ರಂಗನಾಥ್, ಬ್ಲಾಕ್ ಕಾಂಗ್ರೆಸ್ ಅಧ್ಯಕ್ಷರು, ಕಾಂಗ್ರೆಸ್ ಪ್ರಧಾನ ಕಾರ್ಯದರ್ಶಿ ಸುಮತಿ, ಬೆಂಗಳೂರು ಮುಖಂಡರು ಉಪಸ್ಥಿತರಿದ್ದರು. <box>1192 96 1350 280</box>
person-figure <box>235 1603 257 1705</box>
headline-soil[interactable]: ಮಣ್ಣಿನ ಉತ್ಪಾದಕತೆ ಕಡಿಮೆಗೆ ನೀರಿನ ಗುಣಮಟ್ಟ ಕುಸಿತ ಕಾರಣ <box>40 433 596 467</box>
person-figure <box>358 1080 380 1162</box>
